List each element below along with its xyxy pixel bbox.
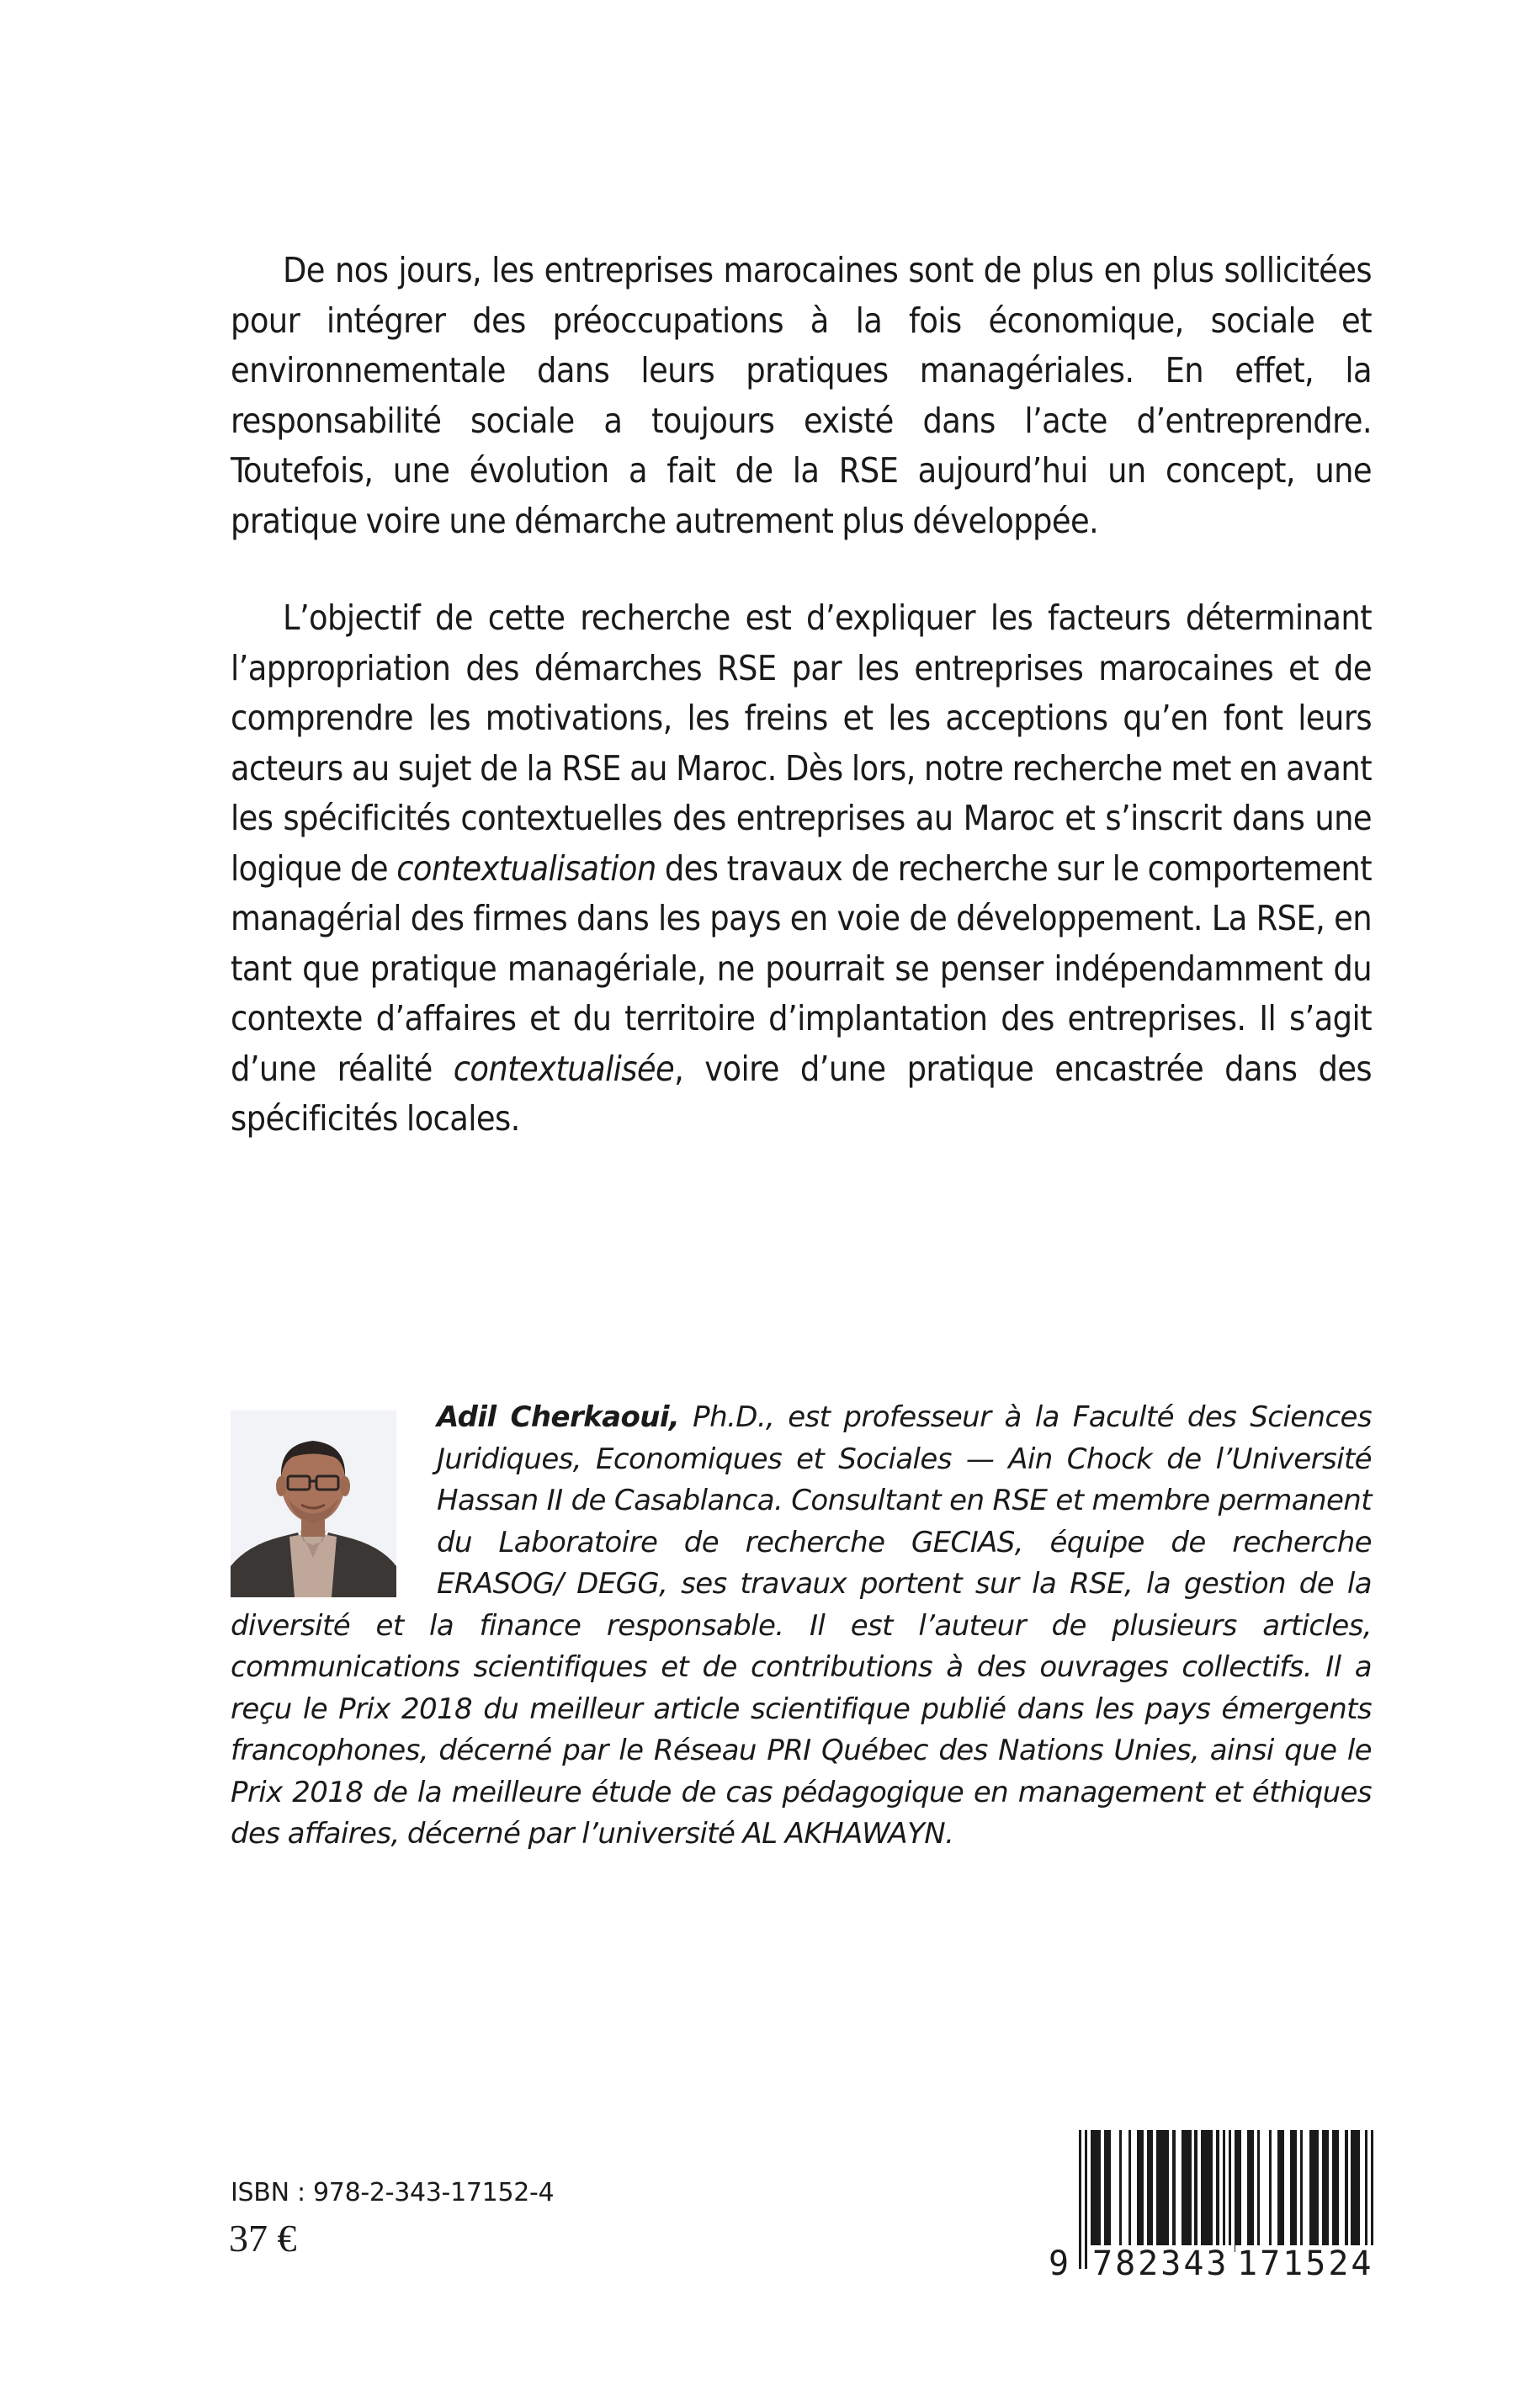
barcode-digits: [1047, 2245, 1383, 2287]
summary-paragraph-2: [231, 593, 1372, 1145]
barcode-first-digit: 9: [1049, 2244, 1072, 2283]
author-portrait-icon: [231, 1410, 396, 1597]
summary-text: L’objectif de cette recherche est d’expliquer les facteurs déterminant l’appropriation des démarches RSE par les entreprises marocaines et de comprendre les motivations, les freins et les acceptions qu’en font leurs acteurs au sujet de la RSE au Maroc. Dès lors, notre recherche met en avant les spécificités contextuelles des entreprises au Maroc et s’inscrit dans une logique de: [231, 598, 1372, 889]
author-bio: [231, 1397, 1372, 1856]
barcode-right-group: 171524: [1237, 2244, 1374, 2283]
price-label: 37 €: [229, 2217, 297, 2260]
author-name: Adil Cherkaoui,: [437, 1400, 680, 1434]
author-photo: [231, 1410, 396, 1597]
book-summary: [231, 246, 1372, 1145]
author-bio-text: Ph.D., est professeur à la Faculté des Sciences Juridiques, Economiques et Sociales — Ain Chock de l’Université Hassan II de Casablanca. Consultant en RSE et membre permanent du Laboratoire de recherche GECIAS, équipe de recherche ERASOG/ DEGG, ses travaux portent sur la RSE, la gestion de la diversité et la finance responsable. Il est l’auteur de plusieurs articles, communications scientifiques et de contributions à des ouvrages collectifs. Il a reçu le Prix 2018 du meilleur article scientifique publié dans les pays émergents francophones, décerné par le Réseau PRI Québec des Nations Unies, ainsi que le Prix 2018 de la meilleure étude de cas pédagogique en management et éthiques des affaires, décerné par l’université AL AKHAWAYN.: [231, 1400, 1372, 1851]
barcode-left-group: 782343: [1092, 2244, 1229, 2283]
isbn-barcode: [1047, 2127, 1383, 2284]
summary-emphasis: contextualisée: [453, 1048, 675, 1089]
summary-paragraph-1: De nos jours, les entreprises marocaines sont de plus en plus sollicitées pour intégrer des préoccupations à la fois économique, sociale et environnementale dans leurs pratiques managériales. En effet, la responsabilité sociale a toujours existé dans l’acte d’entreprendre. Toutefois, une évolution a fait de la RSE aujourd’hui un concept, une pratique voire une démarche autrement plus développée.: [231, 250, 1372, 541]
author-section: [231, 1397, 1372, 1856]
isbn-label: ISBN : 978-2-343-17152-4: [231, 2178, 555, 2207]
summary-text: des travaux de recherche sur le comportement managérial des firmes dans les pays en voie de développement. La RSE, en tant que pratique managériale, ne pourrait se penser indépendamment du contexte d’affaires et du territoire d’implantation des entreprises. Il s’agit d’une réalité: [231, 847, 1372, 1089]
summary-text: , voire d’une pratique encastrée dans des spécificités locales.: [231, 1048, 1373, 1139]
summary-emphasis: contextualisation: [396, 847, 656, 889]
